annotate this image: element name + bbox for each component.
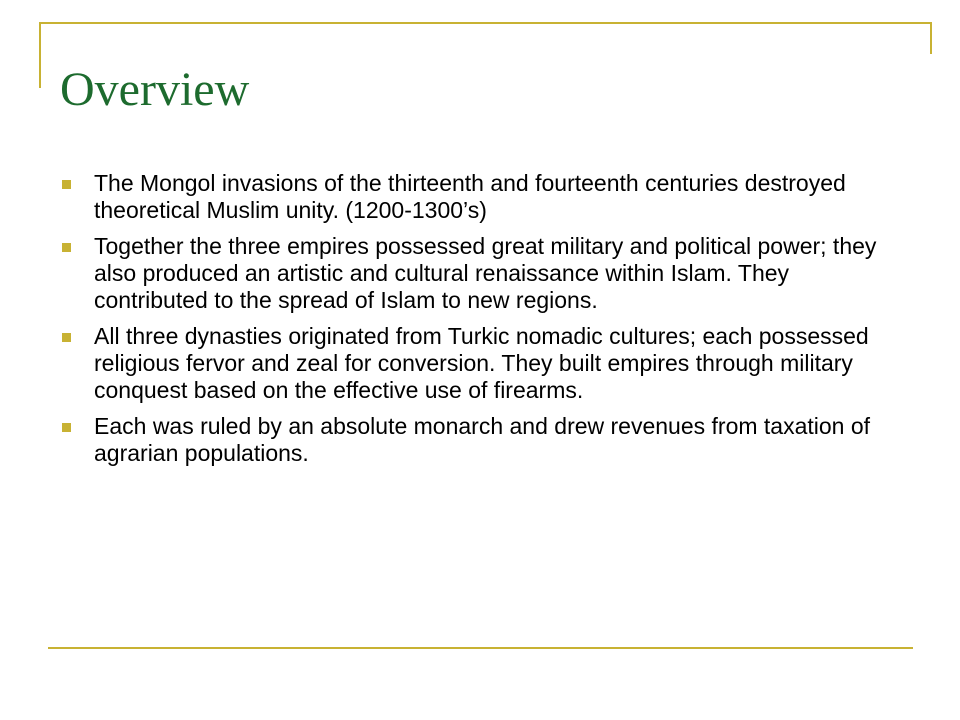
right-divider-line [930, 22, 932, 54]
bullet-text: Together the three empires possessed great military and political power; they also produced an artistic and cultural renaissance within Islam. They contributed to the spread of Islam to new regions. [94, 233, 877, 313]
bullet-item [58, 170, 908, 224]
bullet-item [58, 413, 908, 467]
bullet-item [58, 323, 908, 404]
square-bullet-icon [62, 180, 71, 189]
square-bullet-icon [62, 243, 71, 252]
square-bullet-icon [62, 423, 71, 432]
bullet-text: Each was ruled by an absolute monarch and drew revenues from taxation of agrarian populations. [94, 413, 871, 466]
bullet-text: All three dynasties originated from Turkic nomadic cultures; each possessed religious fervor and zeal for conversion. They built empires through military conquest based on the effective use of firearms. [94, 323, 869, 403]
bottom-divider-line [48, 647, 913, 649]
bullet-text: The Mongol invasions of the thirteenth and fourteenth centuries destroyed theoretical Muslim unity. (1200-1300’s) [94, 170, 846, 223]
slide-title: Overview [60, 63, 250, 116]
bullet-item [58, 233, 908, 314]
top-divider-line [41, 22, 932, 24]
left-divider-line [39, 22, 41, 88]
square-bullet-icon [62, 333, 71, 342]
bullet-list [58, 170, 908, 476]
